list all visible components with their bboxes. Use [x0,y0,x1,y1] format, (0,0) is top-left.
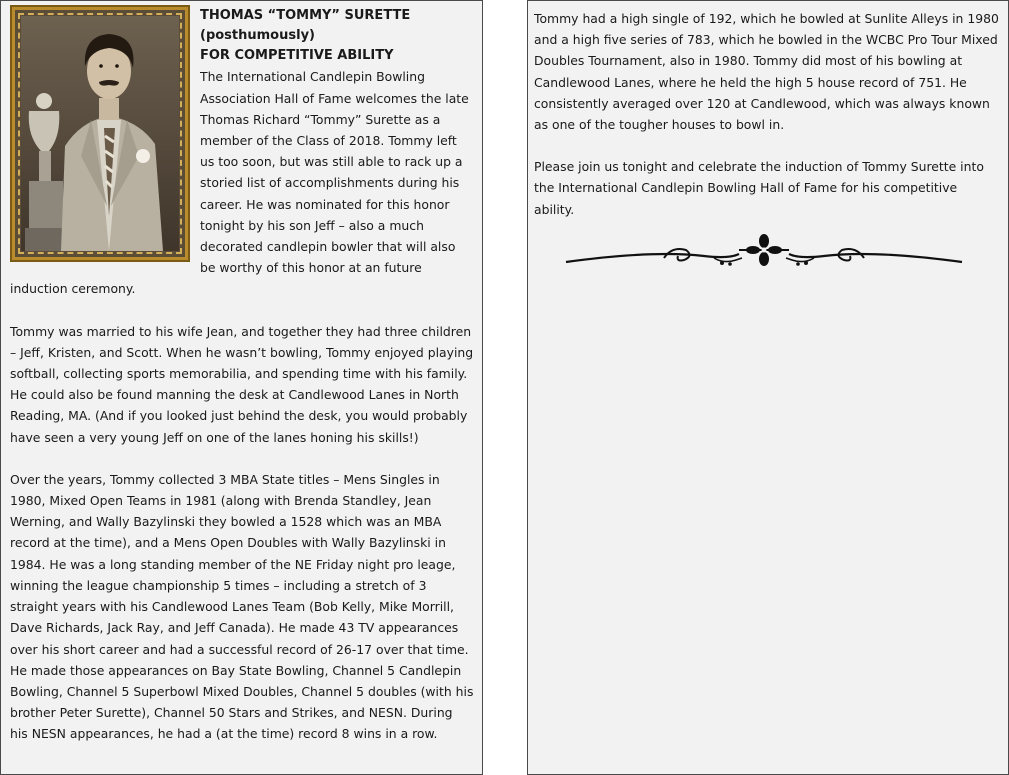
family-paragraph: Tommy was married to his wife Jean, and together they had three children – Jeff, Kristen, and Scott. When he wasn’t bowling, Tommy enjoyed playing softball, collecting sports memorabilia, and spending time with his family. He could also be found manning the desk at Candlewood Lanes in North Reading, MA. (And if you looked just behind the desk, you would probably have seen a very young Jeff on one of the lanes honing his skills!) [10,323,474,445]
left-page [0,0,483,775]
posthumous-note: (posthumously) [200,28,315,44]
left-column [1,1,482,300]
inductee-name: THOMAS “TOMMY” SURETTE [200,8,411,23]
closing-paragraph: Please join us tonight and celebrate the induction of Tommy Surette into the International Candlepin Bowling Hall of Fame for his competitive ability. [534,159,984,217]
right-column [528,1,1008,274]
portrait-illustration [21,16,179,251]
flourish-divider-icon [564,234,964,274]
portrait-photo [10,5,190,262]
right-page [527,0,1009,775]
career-paragraph: Over the years, Tommy collected 3 MBA State titles – Mens Singles in 1980, Mixed Open Teams in 1981 (along with Brenda Standley, Jean Werning, and Wally Bazylinski they bowled a 1528 which was an MBA record at the time), and a Mens Open Doubles with Wally Bazylinski in 1984. He was a long standing member of the NE Friday night pro leage, winning the league championship 5 times – including a stretch of 3 straight years with his Candlewood Lanes Team (Bob Kelly, Mike Morrill, Dave Richards, Jack Ray, and Jeff Canada). He made 43 TV appearances over his short career and had a successful record of 26-17 over that time. He made those appearances on Bay State Bowling, Channel 5 Candlepin Bowling, Channel 5 Superbowl Mixed Doubles, Channel 5 doubles (with his brother Peter Surette), Channel 50 Stars and Strikes, and NESN. During his NESN appearances, he had a (at the time) record 8 wins in a row. [10,471,474,742]
stats-paragraph: Tommy had a high single of 192, which he bowled at Sunlite Alleys in 1980 and a high five series of 783, which he bowled in the WCBC Pro Tour Mixed Doubles Tournament, also in 1980. Tommy did most of his bowling at Candlewood Lanes, where he held the high 5 house record of 751. He consistently averaged over 120 at Candlewood, which was always known as one of the tougher houses to bowl in. [534,11,999,133]
intro-paragraph: The International Candlepin Bowling Association Hall of Fame welcomes the late Thomas Richard “Tommy” Surette as a member of the Class of 2018. Tommy left us too soon, but was still able to rack up a storied list of accomplishments during his career. He was nominated for this honor tonight by his son Jeff – also a much decorated candlepin bowler that will also be worthy of this honor at an future induction ceremony. [10,69,469,297]
award-category: FOR COMPETITIVE ABILITY [200,48,394,64]
